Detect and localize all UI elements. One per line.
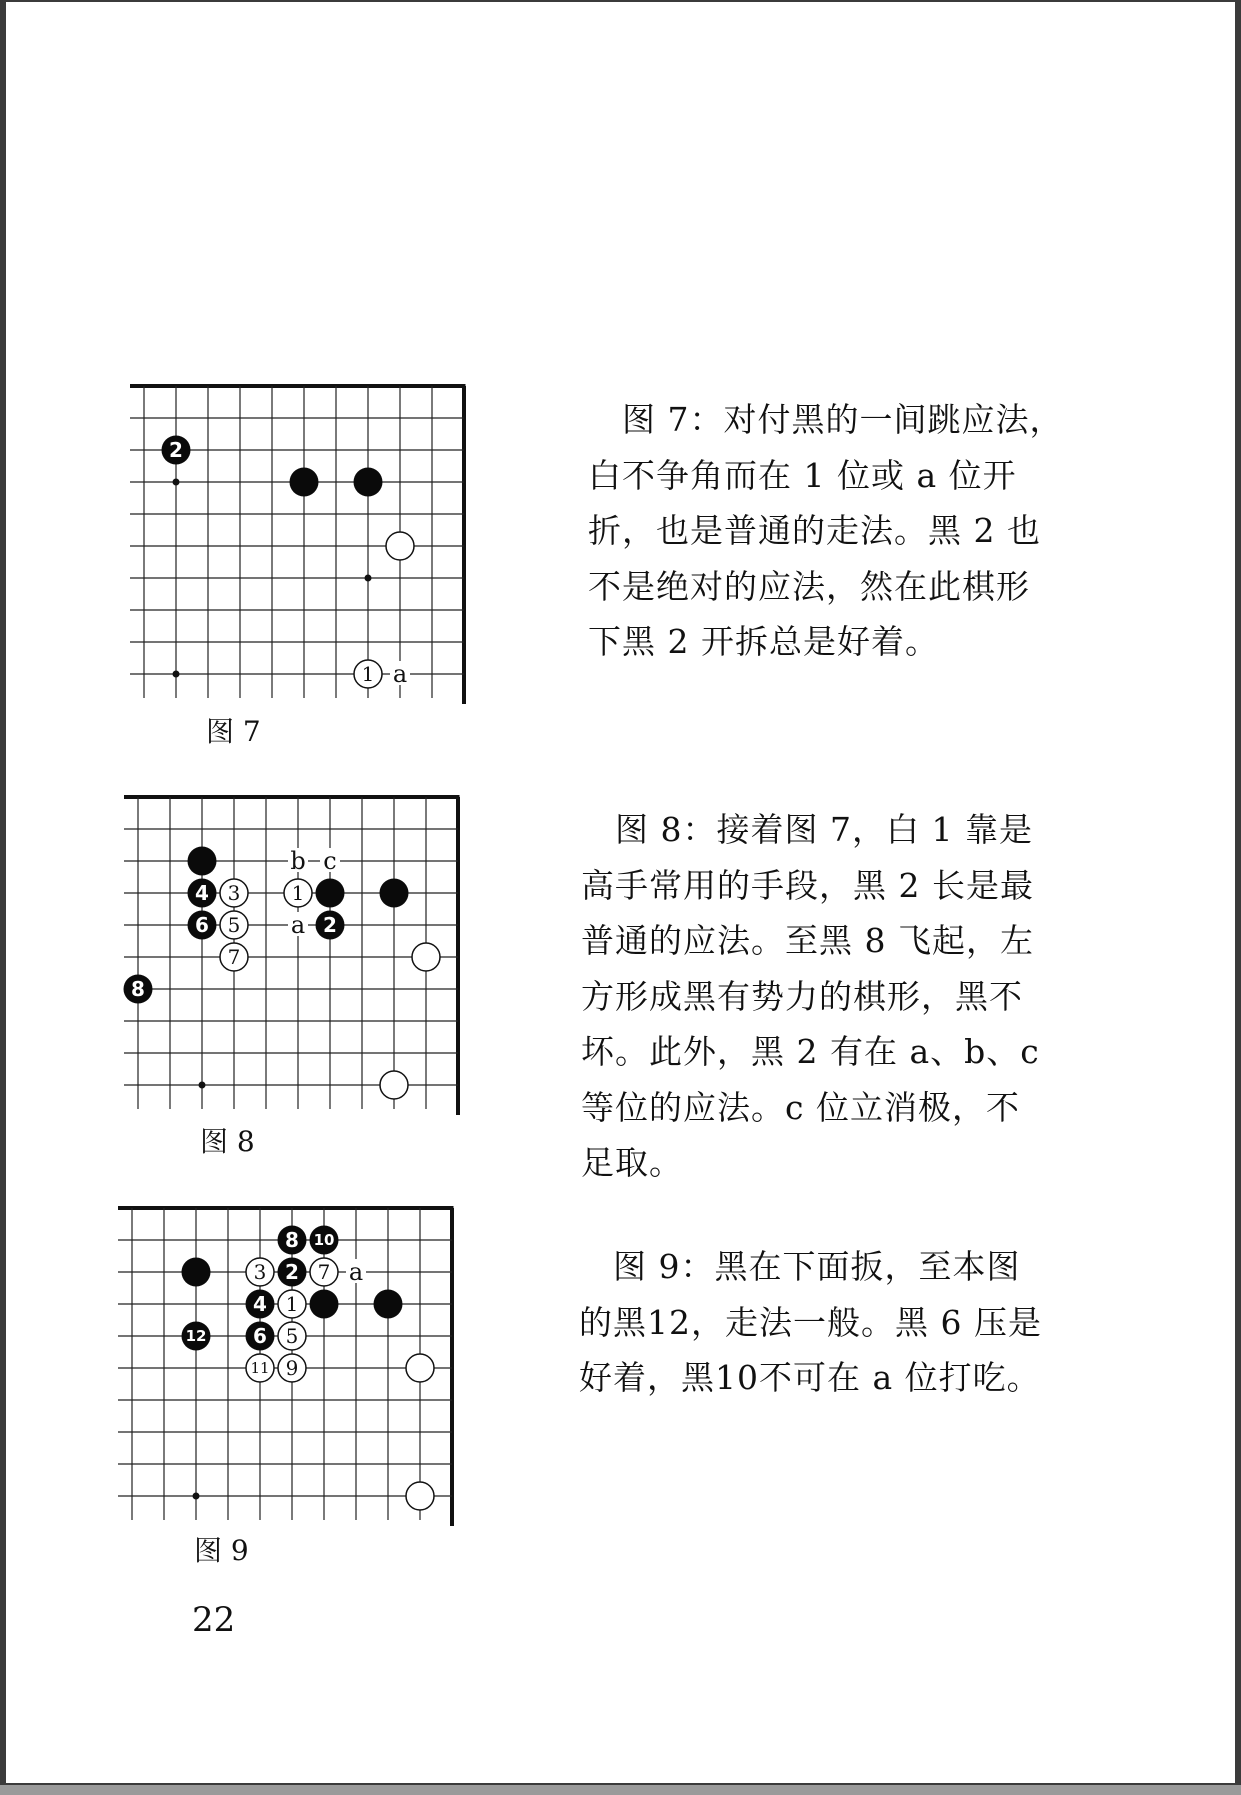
white-stone	[386, 532, 414, 560]
text-line: 等位的应法。c 位立消极，不	[581, 1087, 1020, 1127]
figure-description	[588, 392, 1064, 670]
go-board-svg	[134, 376, 494, 716]
move-number: 5	[285, 1324, 299, 1348]
white-stone	[406, 1354, 434, 1382]
black-stone	[354, 468, 383, 497]
move-number: 11	[250, 1359, 270, 1377]
move-number: 7	[317, 1260, 331, 1284]
figure-caption: 图 8	[200, 1125, 255, 1158]
text-line: 方形成黑有势力的棋形，黑不	[581, 976, 1023, 1016]
move-number: 3	[253, 1260, 267, 1284]
point-letter: a	[290, 911, 306, 939]
go-board-figure-8	[128, 787, 488, 1127]
text-line: 高手常用的手段，黑 2 长是最	[581, 865, 1034, 905]
move-number: 8	[131, 977, 145, 1001]
move-number: 1	[291, 881, 305, 905]
star-point	[199, 1082, 206, 1089]
figure-description	[579, 1239, 1042, 1406]
black-stone	[182, 1258, 211, 1287]
figure-caption: 图 7	[206, 715, 261, 748]
black-stone	[316, 879, 345, 908]
text-line: 不是绝对的应法，然在此棋形	[588, 566, 1030, 606]
text-line: 足取。	[581, 1143, 683, 1182]
move-number: 2	[169, 438, 183, 462]
text-line: 白不争角而在 1 位或 a 位开	[588, 455, 1017, 495]
move-number: 2	[323, 913, 337, 937]
text-line: 好着，黑10不可在 a 位打吃。	[579, 1358, 1041, 1397]
move-number: 6	[195, 913, 209, 937]
white-stone	[380, 1071, 408, 1099]
viewer-bottom-edge	[0, 1785, 1241, 1795]
move-number: 6	[253, 1324, 267, 1348]
black-stone	[374, 1290, 403, 1319]
move-number: 1	[285, 1292, 299, 1316]
text-line: 的黑12，走法一般。黑 6 压是	[579, 1302, 1042, 1342]
book-page	[6, 2, 1235, 1783]
page-number: 22	[192, 1600, 236, 1640]
star-point	[193, 1493, 200, 1500]
black-stone	[188, 847, 217, 876]
move-number: 10	[313, 1231, 335, 1249]
move-number: 12	[185, 1327, 207, 1345]
go-board-svg	[128, 787, 488, 1127]
white-stone	[406, 1482, 434, 1510]
move-number: 7	[227, 945, 241, 969]
point-letter: a	[348, 1258, 364, 1286]
point-letter: b	[290, 847, 306, 875]
text-line: 折，也是普通的走法。黑 2 也	[588, 511, 1041, 550]
move-number: 2	[285, 1260, 299, 1284]
star-point	[173, 479, 180, 486]
star-point	[173, 671, 180, 678]
go-board-figure-9	[122, 1198, 482, 1538]
figure-caption: 图 9	[194, 1534, 249, 1567]
move-number: 8	[285, 1228, 299, 1252]
move-number: 5	[227, 913, 241, 937]
black-stone	[310, 1290, 339, 1319]
text-line: 普通的应法。至黑 8 飞起，左	[581, 921, 1034, 960]
black-stone	[290, 468, 319, 497]
text-line: 坏。此外，黑 2 有在 a、b、c	[581, 1032, 1040, 1071]
point-letter: a	[392, 660, 408, 688]
text-line: 图 7：对付黑的一间跳应法，	[622, 400, 1064, 439]
go-board-svg	[122, 1198, 482, 1538]
move-number: 9	[285, 1356, 299, 1380]
point-letter: c	[323, 847, 337, 875]
text-line: 图 8：接着图 7，白 1 靠是	[615, 810, 1033, 849]
move-number: 4	[253, 1292, 267, 1316]
move-number: 4	[195, 881, 209, 905]
go-board-figure-7	[134, 376, 494, 716]
black-stone	[380, 879, 409, 908]
white-stone	[412, 943, 440, 971]
figure-description	[581, 802, 1040, 1191]
text-line: 下黑 2 开拆总是好着。	[588, 622, 939, 661]
text-line: 图 9：黑在下面扳，至本图	[613, 1247, 1021, 1286]
move-number: 1	[361, 662, 375, 686]
star-point	[365, 575, 372, 582]
move-number: 3	[227, 881, 241, 905]
